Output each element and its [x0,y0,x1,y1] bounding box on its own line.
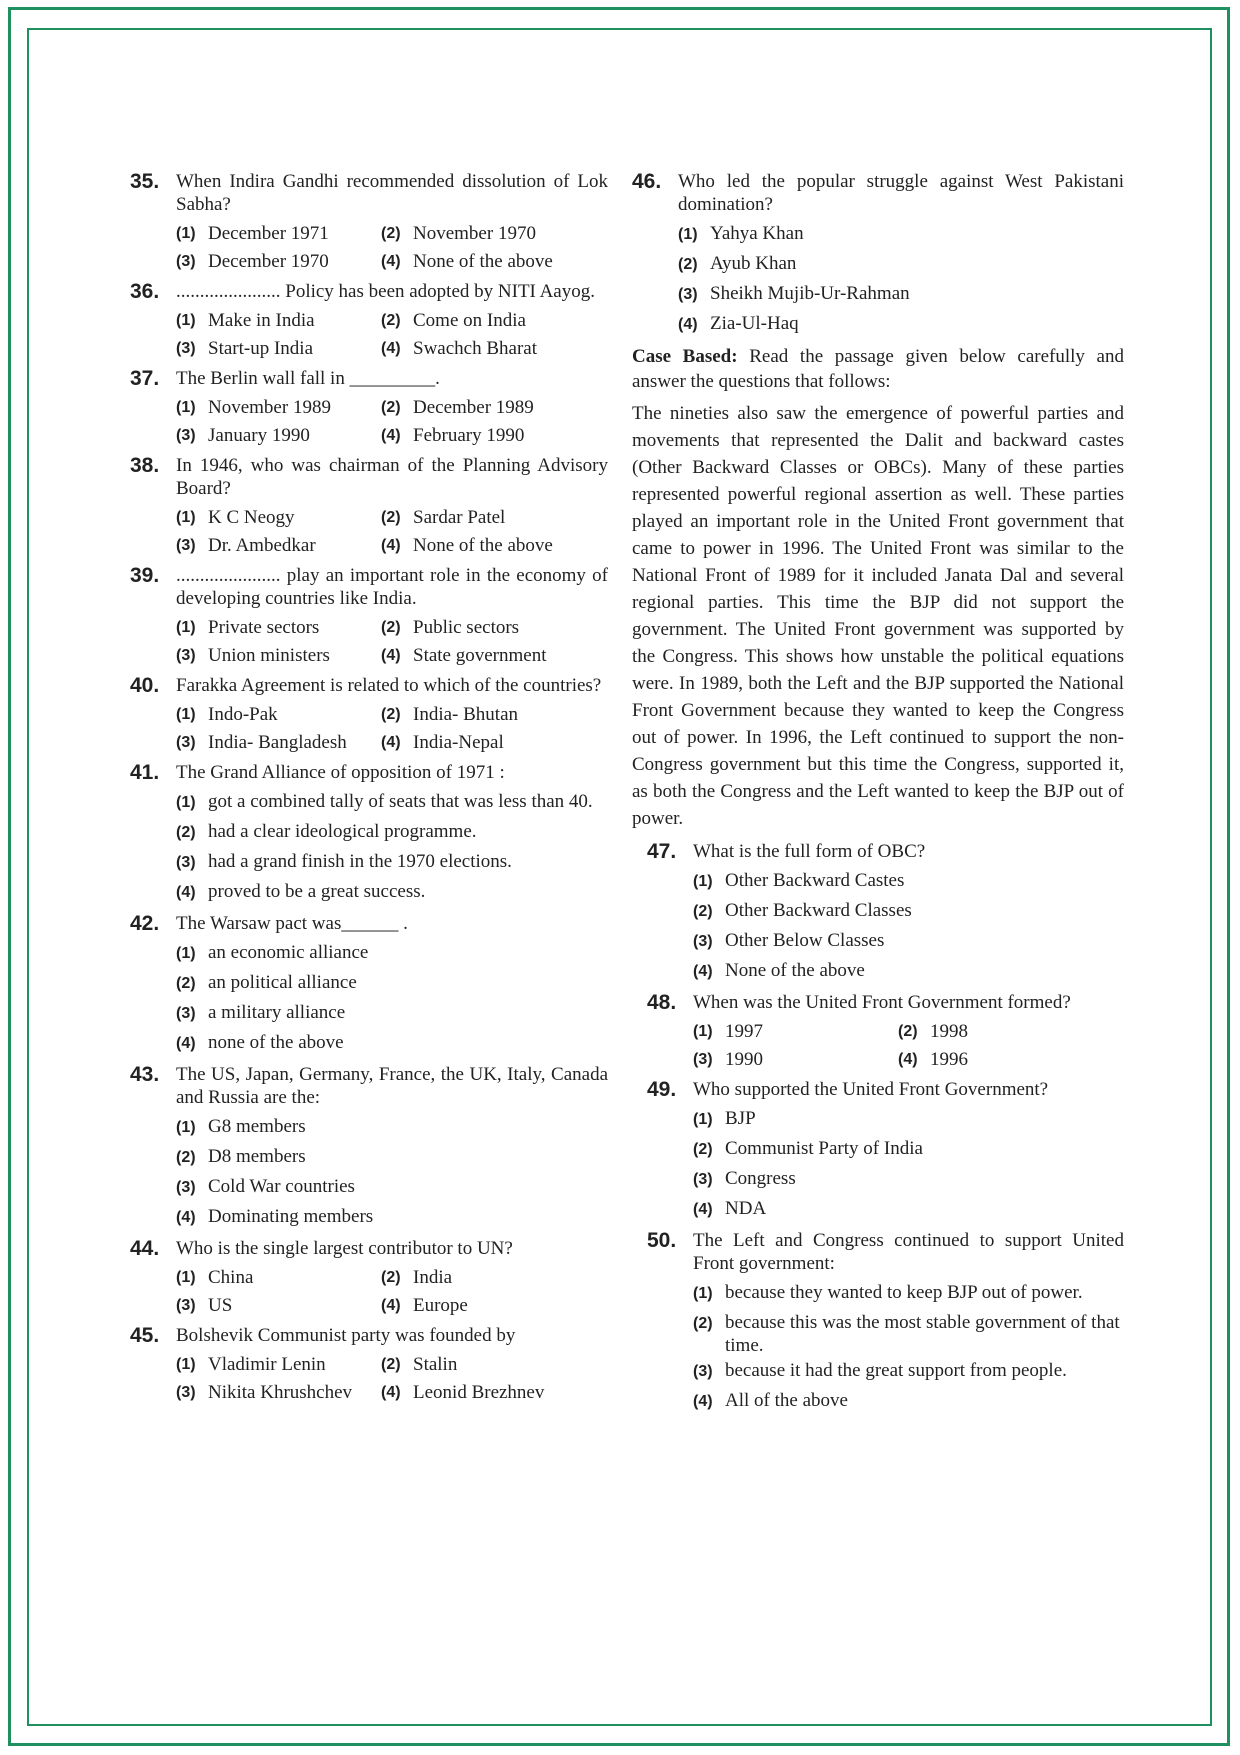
option [678,220,1124,250]
option-text: India- Bhutan [413,704,519,725]
option-number: (2) [381,1269,401,1286]
option-text: India- Bangladesh [208,732,347,753]
question-46 [632,170,1124,340]
options [176,307,608,363]
options-row [176,642,608,670]
option-text: Dominating members [208,1206,374,1227]
question-text: The Grand Alliance of opposition of 1971 : [176,762,505,783]
question-text: ...................... Policy has been adopted by NITI Aayog. [176,281,595,302]
option-number: (3) [678,286,698,303]
option-text: December 1970 [208,251,329,272]
option [176,1295,381,1317]
question-text: Farakka Agreement is related to which of the countries? [176,675,602,696]
option-number: (4) [693,1201,713,1218]
question-44 [130,1237,608,1320]
option-number: (4) [678,316,698,333]
option-number: (3) [176,647,196,664]
option [381,310,526,332]
question-number: 35. [130,170,160,193]
option [693,1357,1124,1387]
option [381,397,534,419]
option-number: (2) [381,706,401,723]
option [176,1203,608,1233]
option-text: Dr. Ambedkar [208,535,316,556]
options-row [693,1018,1124,1046]
options-row [176,335,608,363]
option-number: (1) [176,1269,196,1286]
option-text: US [208,1295,233,1316]
question-text: The Warsaw pact was______ . [176,913,408,934]
option [176,397,381,419]
option-number: (3) [176,253,196,270]
option [176,732,381,754]
options [176,1351,608,1407]
option [176,788,608,818]
option-text: India-Nepal [413,732,504,753]
question-number: 39. [130,564,160,587]
option [693,1165,1124,1195]
question-50 [647,1229,1124,1417]
options [176,939,608,1059]
option-number: (3) [693,1171,713,1188]
option [176,1267,381,1289]
option-number: (3) [693,1051,713,1068]
option [176,617,381,639]
option [176,310,381,332]
option-number: (1) [693,1285,713,1302]
question-text: The Left and Congress continued to support United Front government: [693,1230,1124,1274]
question-text: Bolshevik Communist party was founded by [176,1325,516,1346]
options-row [176,422,608,450]
option-text: November 1989 [208,397,331,418]
option [381,507,505,529]
question-text: Who led the popular struggle against West Pakistani domination? [678,171,1124,215]
option-number: (2) [176,975,196,992]
options-row [176,532,608,560]
question-text: When was the United Front Government formed? [693,992,1071,1013]
option [898,1021,968,1043]
options [693,1018,1124,1074]
option-text: All of the above [725,1390,848,1411]
options [678,220,1124,340]
option-number: (1) [176,509,196,526]
option [693,867,1124,897]
question-number: 36. [130,280,160,303]
option-text: a military alliance [208,1002,346,1023]
option-number: (4) [381,1384,401,1401]
option [176,818,608,848]
option-text: K C Neogy [208,507,295,528]
case-instruction-text: Read the passage given below carefully and answer the questions that follows: [632,346,1124,392]
question-number: 47. [647,840,677,863]
option-text: China [208,1267,254,1288]
option [693,957,1124,987]
options-row [176,614,608,642]
option [678,250,1124,280]
options-row [176,220,608,248]
option-number: (2) [176,1149,196,1166]
option-text: January 1990 [208,425,310,446]
option-text: got a combined tally of seats that was less than 40. [208,791,593,812]
option-number: (3) [176,537,196,554]
option-number: (3) [693,1363,713,1380]
question-number: 41. [130,761,160,784]
option-number: (1) [176,706,196,723]
option-text: an political alliance [208,972,357,993]
options-row [176,701,608,729]
option-text: India [413,1267,453,1288]
option-text: Other Below Classes [725,930,885,951]
option-number: (2) [381,509,401,526]
option-text: Sardar Patel [413,507,506,528]
option-text: February 1990 [413,425,525,446]
question-45 [130,1324,608,1407]
question-number: 42. [130,912,160,935]
option-number: (3) [176,427,196,444]
question-number: 38. [130,454,160,477]
options [693,1105,1124,1225]
option-number: (4) [381,537,401,554]
question-47 [647,840,1124,987]
option-number: (2) [693,1141,713,1158]
option-text: Private sectors [208,617,320,638]
option [381,1267,452,1289]
case-instruction [632,344,1124,394]
question-48 [647,991,1124,1074]
option [176,338,381,360]
option-text: Come on India [413,310,526,331]
option-number: (1) [678,226,698,243]
option [693,1195,1124,1225]
option-text: because they wanted to keep BJP out of power. [725,1282,1083,1303]
options-row [176,248,608,276]
option-text: Union ministers [208,645,330,666]
option [176,999,608,1029]
question-text: The US, Japan, Germany, France, the UK, Italy, Canada and Russia are the: [176,1064,608,1108]
question-38 [130,454,608,560]
option-text: Vladimir Lenin [208,1354,326,1375]
option-number: (1) [693,1111,713,1128]
options-row [176,504,608,532]
options [176,504,608,560]
option-number: (4) [693,1393,713,1410]
option-number: (1) [176,399,196,416]
option-number: (3) [176,734,196,751]
question-number: 45. [130,1324,160,1347]
option-text: G8 members [208,1116,306,1137]
option-text: had a grand finish in the 1970 elections. [208,851,512,872]
options [176,1264,608,1320]
question-35 [130,170,608,276]
option [693,1049,898,1071]
option [678,280,1124,310]
options-row [176,1264,608,1292]
option [693,1387,1124,1417]
options [693,1279,1124,1417]
option-text: proved to be a great success. [208,881,426,902]
option-text: BJP [725,1108,756,1129]
right-top-questions [632,170,1124,340]
option-number: (4) [176,884,196,901]
option [381,223,536,245]
question-40 [130,674,608,757]
question-number: 37. [130,367,160,390]
question-text: Who is the single largest contributor to UN? [176,1238,513,1259]
option-text: Communist Party of India [725,1138,923,1159]
option-text: Cold War countries [208,1176,355,1197]
option [176,251,381,273]
option-text: NDA [725,1198,767,1219]
question-text: The Berlin wall fall in _________. [176,368,440,389]
option-text: 1996 [930,1049,968,1070]
option [381,338,537,360]
option-number: (2) [898,1023,918,1040]
question-number: 49. [647,1078,677,1101]
option [176,939,608,969]
option-number: (2) [693,1315,713,1332]
option-number: (1) [176,619,196,636]
option-number: (2) [381,619,401,636]
option [176,535,381,557]
option-text: none of the above [208,1032,344,1053]
option-text: Swachch Bharat [413,338,537,359]
option [176,223,381,245]
options [176,1113,608,1233]
option-text: None of the above [413,535,553,556]
option [381,645,547,667]
option [693,1309,1124,1357]
option-number: (4) [381,1297,401,1314]
question-number: 40. [130,674,160,697]
option-number: (3) [176,854,196,871]
option-text: Zia-Ul-Haq [710,313,799,334]
options [176,394,608,450]
question-43 [130,1063,608,1233]
option [381,704,518,726]
option-number: (3) [176,1384,196,1401]
option-number: (4) [693,963,713,980]
options [176,614,608,670]
case-based-section [632,344,1124,832]
options-row [176,394,608,422]
options-row [176,307,608,335]
left-column [130,170,608,1411]
option-text: Yahya Khan [710,223,804,244]
question-text: In 1946, who was chairman of the Planning Advisory Board? [176,455,608,499]
option-text: 1990 [725,1049,763,1070]
option [381,251,553,273]
option-number: (1) [176,945,196,962]
option-text: Indo-Pak [208,704,278,725]
option-text: Other Backward Classes [725,900,912,921]
option [176,704,381,726]
options-row [693,1046,1124,1074]
case-label: Case Based: [632,346,738,367]
option [176,848,608,878]
option [693,1021,898,1043]
option-text: Public sectors [413,617,520,638]
question-41 [130,761,608,908]
question-42 [130,912,608,1059]
question-37 [130,367,608,450]
option-text: D8 members [208,1146,306,1167]
question-text: Who supported the United Front Government? [693,1079,1049,1100]
right-bottom-questions [632,840,1124,1417]
option-text: Other Backward Castes [725,870,905,891]
option [176,969,608,999]
option-text: because this was the most stable government of that time. [725,1312,1120,1356]
option-number: (2) [381,1356,401,1373]
question-number: 48. [647,991,677,1014]
option-number: (4) [381,734,401,751]
options-row [176,1292,608,1320]
question-49 [647,1078,1124,1225]
option [381,1354,457,1376]
option [176,1143,608,1173]
option-number: (2) [678,256,698,273]
option [693,897,1124,927]
question-39 [130,564,608,670]
option-text: Nikita Khrushchev [208,1382,353,1403]
option [176,1113,608,1143]
option [898,1049,968,1071]
option-number: (1) [176,225,196,242]
option [693,1279,1124,1309]
option-text: Ayub Khan [710,253,797,274]
option-number: (2) [381,312,401,329]
question-text: When Indira Gandhi recommended dissolution of Lok Sabha? [176,171,608,215]
option-text: November 1970 [413,223,536,244]
question-number: 44. [130,1237,160,1260]
option-number: (1) [693,873,713,890]
option [176,1354,381,1376]
option [176,507,381,529]
options [176,220,608,276]
option [693,1105,1124,1135]
options-row [176,729,608,757]
option-number: (1) [693,1023,713,1040]
question-text: What is the full form of OBC? [693,841,926,862]
option [381,1382,544,1404]
options-row [176,1351,608,1379]
option-number: (3) [176,1005,196,1022]
option-number: (4) [176,1035,196,1052]
question-number: 50. [647,1229,677,1252]
options [176,788,608,908]
option [176,1173,608,1203]
option [381,1295,468,1317]
option-text: Europe [413,1295,468,1316]
options-row [176,1379,608,1407]
option-number: (4) [381,427,401,444]
option-number: (2) [381,399,401,416]
option-text: December 1989 [413,397,534,418]
option [678,310,1124,340]
option-number: (1) [176,312,196,329]
option-text: because it had the great support from people. [725,1360,1067,1381]
question-text: ...................... play an important role in the economy of developing countries like India. [176,565,608,609]
option-number: (1) [176,1356,196,1373]
option-text: December 1971 [208,223,329,244]
option-text: Start-up India [208,338,314,359]
option-text: 1997 [725,1021,763,1042]
option [381,732,504,754]
option-number: (1) [176,794,196,811]
option-text: Make in India [208,310,315,331]
question-36 [130,280,608,363]
option [381,535,553,557]
option-number: (3) [693,933,713,950]
option [176,1382,381,1404]
option-text: None of the above [413,251,553,272]
option-number: (4) [381,340,401,357]
case-passage: The nineties also saw the emergence of powerful parties and movements that represented the Dalit and backward castes (Other Backward Classes or OBCs). Many of these parties represented powerful regional assertion as well. These parties played an important role in the United Front government that came to power in 1996. The United Front was similar to the National Front of 1989 for it included Janata Dal and several regional parties. This time the BJP did not support the government. The United Front government was supported by the Congress. This shows how unstable the political equations were. In 1989, both the Left and the BJP supported the National Front Government because they wanted to keep the Congress out of power. In 1996, the Left continued to support the non-Congress government but this time the Congress, supported it, as both the Congress and the Left wanted to keep the BJP out of power. [632,403,1124,829]
options [693,867,1124,987]
option-text: State government [413,645,547,666]
option-text: Leonid Brezhnev [413,1382,545,1403]
option-number: (4) [898,1051,918,1068]
option-number: (2) [693,903,713,920]
options [176,701,608,757]
option-number: (2) [176,824,196,841]
question-number: 46. [632,170,662,193]
option-text: None of the above [725,960,865,981]
option [381,425,524,447]
option [693,1135,1124,1165]
option-text: 1998 [930,1021,968,1042]
option-number: (4) [381,647,401,664]
option [381,617,519,639]
right-column [632,170,1124,1421]
option [693,927,1124,957]
option-text: had a clear ideological programme. [208,821,477,842]
option [176,878,608,908]
option-number: (3) [176,1297,196,1314]
question-number: 43. [130,1063,160,1086]
option-text: Sheikh Mujib-Ur-Rahman [710,283,910,304]
option-number: (1) [176,1119,196,1136]
option-number: (3) [176,1179,196,1196]
option-text: Congress [725,1168,796,1189]
option [176,645,381,667]
option-number: (4) [176,1209,196,1226]
option-number: (3) [176,340,196,357]
option-text: an economic alliance [208,942,369,963]
option-number: (2) [381,225,401,242]
option [176,1029,608,1059]
option-number: (4) [381,253,401,270]
option [176,425,381,447]
option-text: Stalin [413,1354,458,1375]
